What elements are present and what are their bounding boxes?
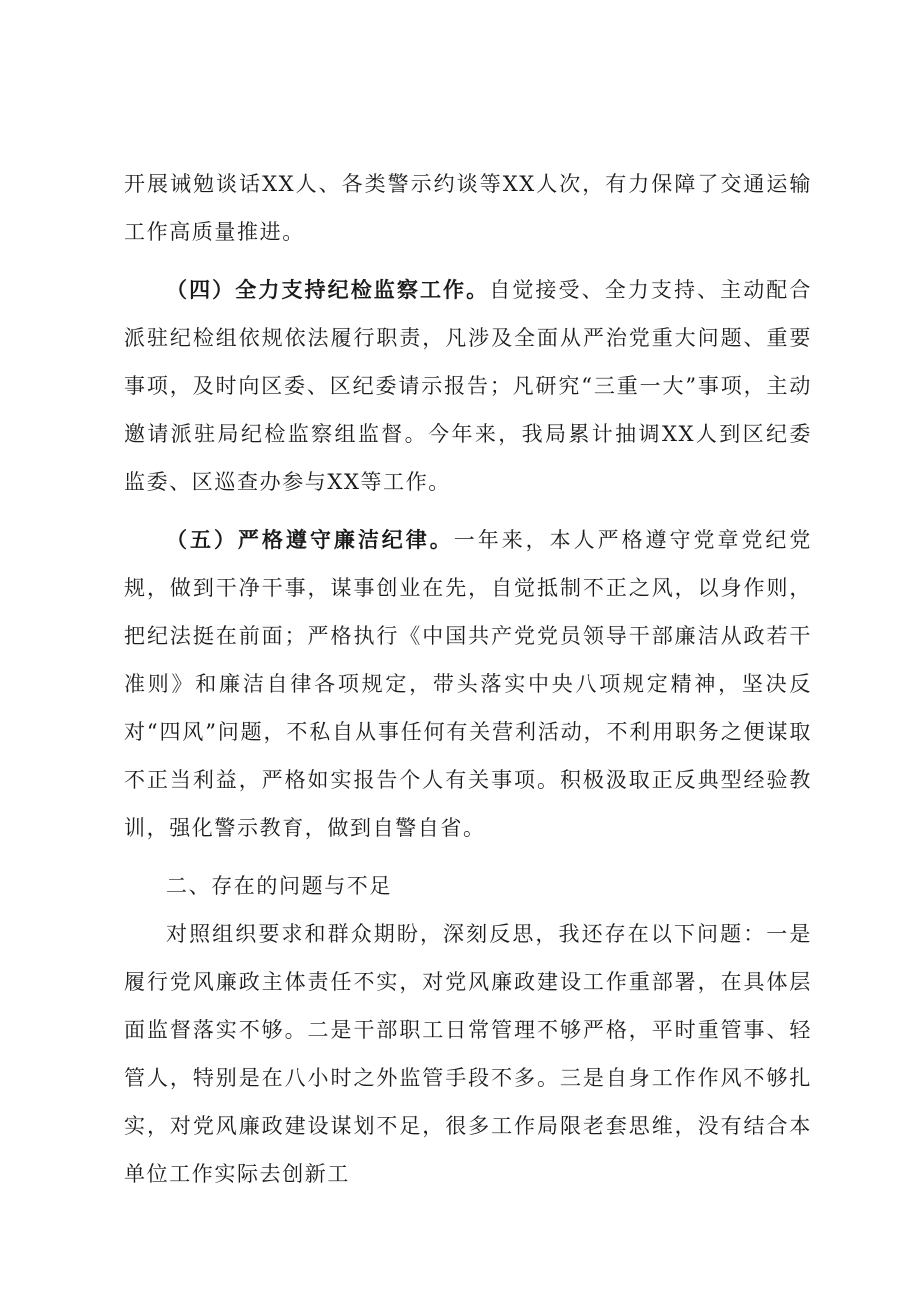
paragraph-integrity-discipline bbox=[124, 516, 812, 852]
paragraph-text: 对照组织要求和群众期盼，深刻反思，我还存在以下问题：一是履行党风廉政主体责任不实，对党风廉政建设工作重部署，在具体层面监督落实不够。二是干部职工日常管理不够严格，平时重管事、轻管人，特别是在八小时之外监管手段不多。三是自身工作作风不够扎实，对党风廉政建设谋划不足，很多工作局限老套思维，没有结合本单位工作实际去创新工 bbox=[124, 922, 812, 1186]
paragraph-text: 自觉接受、全力支持、主动配合派驻纪检组依规依法履行职责，凡涉及全面从严治党重大问题、重要事项，及时向区委、区纪委请示报告；凡研究“三重一大”事项，主动邀请派驻局纪检监察组监督。今年来，我局累计抽调XX人到区纪委监委、区巡查办参与XX等工作。 bbox=[124, 278, 812, 494]
section-heading: 二、存在的问题与不足 bbox=[166, 874, 392, 898]
paragraph-support-discipline bbox=[124, 266, 812, 506]
paragraph-gap bbox=[124, 506, 812, 516]
paragraph-gap bbox=[124, 256, 812, 266]
paragraph-text: 开展诫勉谈话XX人、各类警示约谈等XX人次，有力保障了交通运输工作高质量推进。 bbox=[124, 172, 812, 244]
paragraph-gap bbox=[124, 852, 812, 862]
paragraph-lead: （四）全力支持纪检监察工作。 bbox=[166, 277, 490, 302]
paragraph-continuation bbox=[124, 160, 812, 256]
paragraph-problems bbox=[124, 910, 812, 1198]
paragraph-lead: （五）严格遵守廉洁纪律。 bbox=[166, 527, 454, 552]
paragraph-text: 一年来，本人严格遵守党章党纪党规，做到干净干事，谋事创业在先，自觉抵制不正之风，以身作则，把纪法挺在前面；严格执行《中国共产党党员领导干部廉洁从政若干准则》和廉洁自律各项规定，带头落实中央八项规定精神，坚决反对“四风”问题，不私自从事任何有关营利活动，不利用职务之便谋取不正当利益，严格如实报告个人有关事项。积极汲取正反典型经验教训，强化警示教育，做到自警自省。 bbox=[124, 528, 813, 840]
document-page bbox=[124, 160, 812, 1198]
